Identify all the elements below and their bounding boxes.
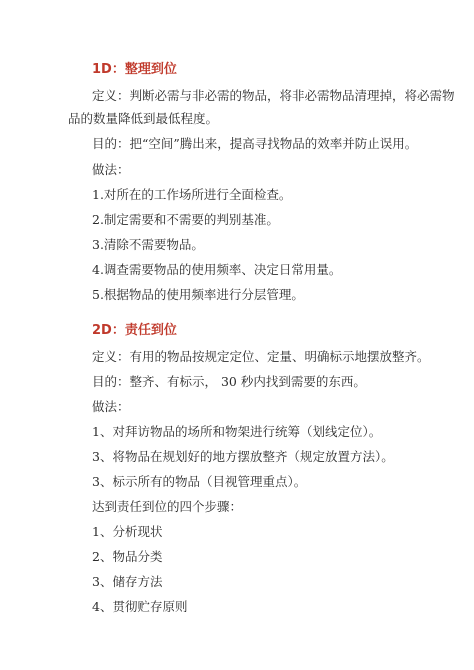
section-2-four-step: 2、物品分类 xyxy=(92,549,163,564)
section-2-four-step: 4、贯彻贮存原则 xyxy=(92,599,188,614)
section-2-purpose: 目的：整齐、有标示， 30 秒内找到需要的东西。 xyxy=(92,374,366,389)
section-2-definition: 定义：有用的物品按规定定位、定量、明确标示地摆放整齐。 xyxy=(92,349,430,364)
section-2-method-label: 做法： xyxy=(92,399,130,414)
section-1-definition-line-1: 定义：判断必需与非必需的物品，将非必需物品清理掉，将必需物 xyxy=(92,88,455,103)
section-2-step: 1、对拜访物品的场所和物架进行统筹（划线定位）。 xyxy=(92,424,382,439)
section-2-four-steps-label: 达到责任到位的四个步骤： xyxy=(92,499,243,514)
section-1-method-label: 做法： xyxy=(92,162,130,177)
section-2-four-step: 3、储存方法 xyxy=(92,574,163,589)
section-2-step: 3、将物品在规划好的地方摆放整齐（规定放置方法）。 xyxy=(92,449,394,464)
section-1-step: 1.对所在的工作场所进行全面检查。 xyxy=(92,187,292,202)
section-1-step: 4.调查需要物品的使用频率、决定日常用量。 xyxy=(92,262,342,277)
section-2-heading: 2D：责任到位 xyxy=(92,323,177,338)
section-1-definition-line-2: 品的数量降低到最低程度。 xyxy=(68,111,219,126)
section-1-step: 5.根据物品的使用频率进行分层管理。 xyxy=(92,287,304,302)
section-2-step: 3、标示所有的物品（目视管理重点）。 xyxy=(92,474,307,489)
section-1-heading: 1D：整理到位 xyxy=(92,62,177,77)
section-1-step: 2.制定需要和不需要的判别基准。 xyxy=(92,212,279,227)
section-1-purpose: 目的：把“空间”腾出来，提高寻找物品的效率并防止误用。 xyxy=(92,136,418,151)
section-2-four-step: 1、分析现状 xyxy=(92,524,163,539)
section-1-step: 3.清除不需要物品。 xyxy=(92,237,204,252)
